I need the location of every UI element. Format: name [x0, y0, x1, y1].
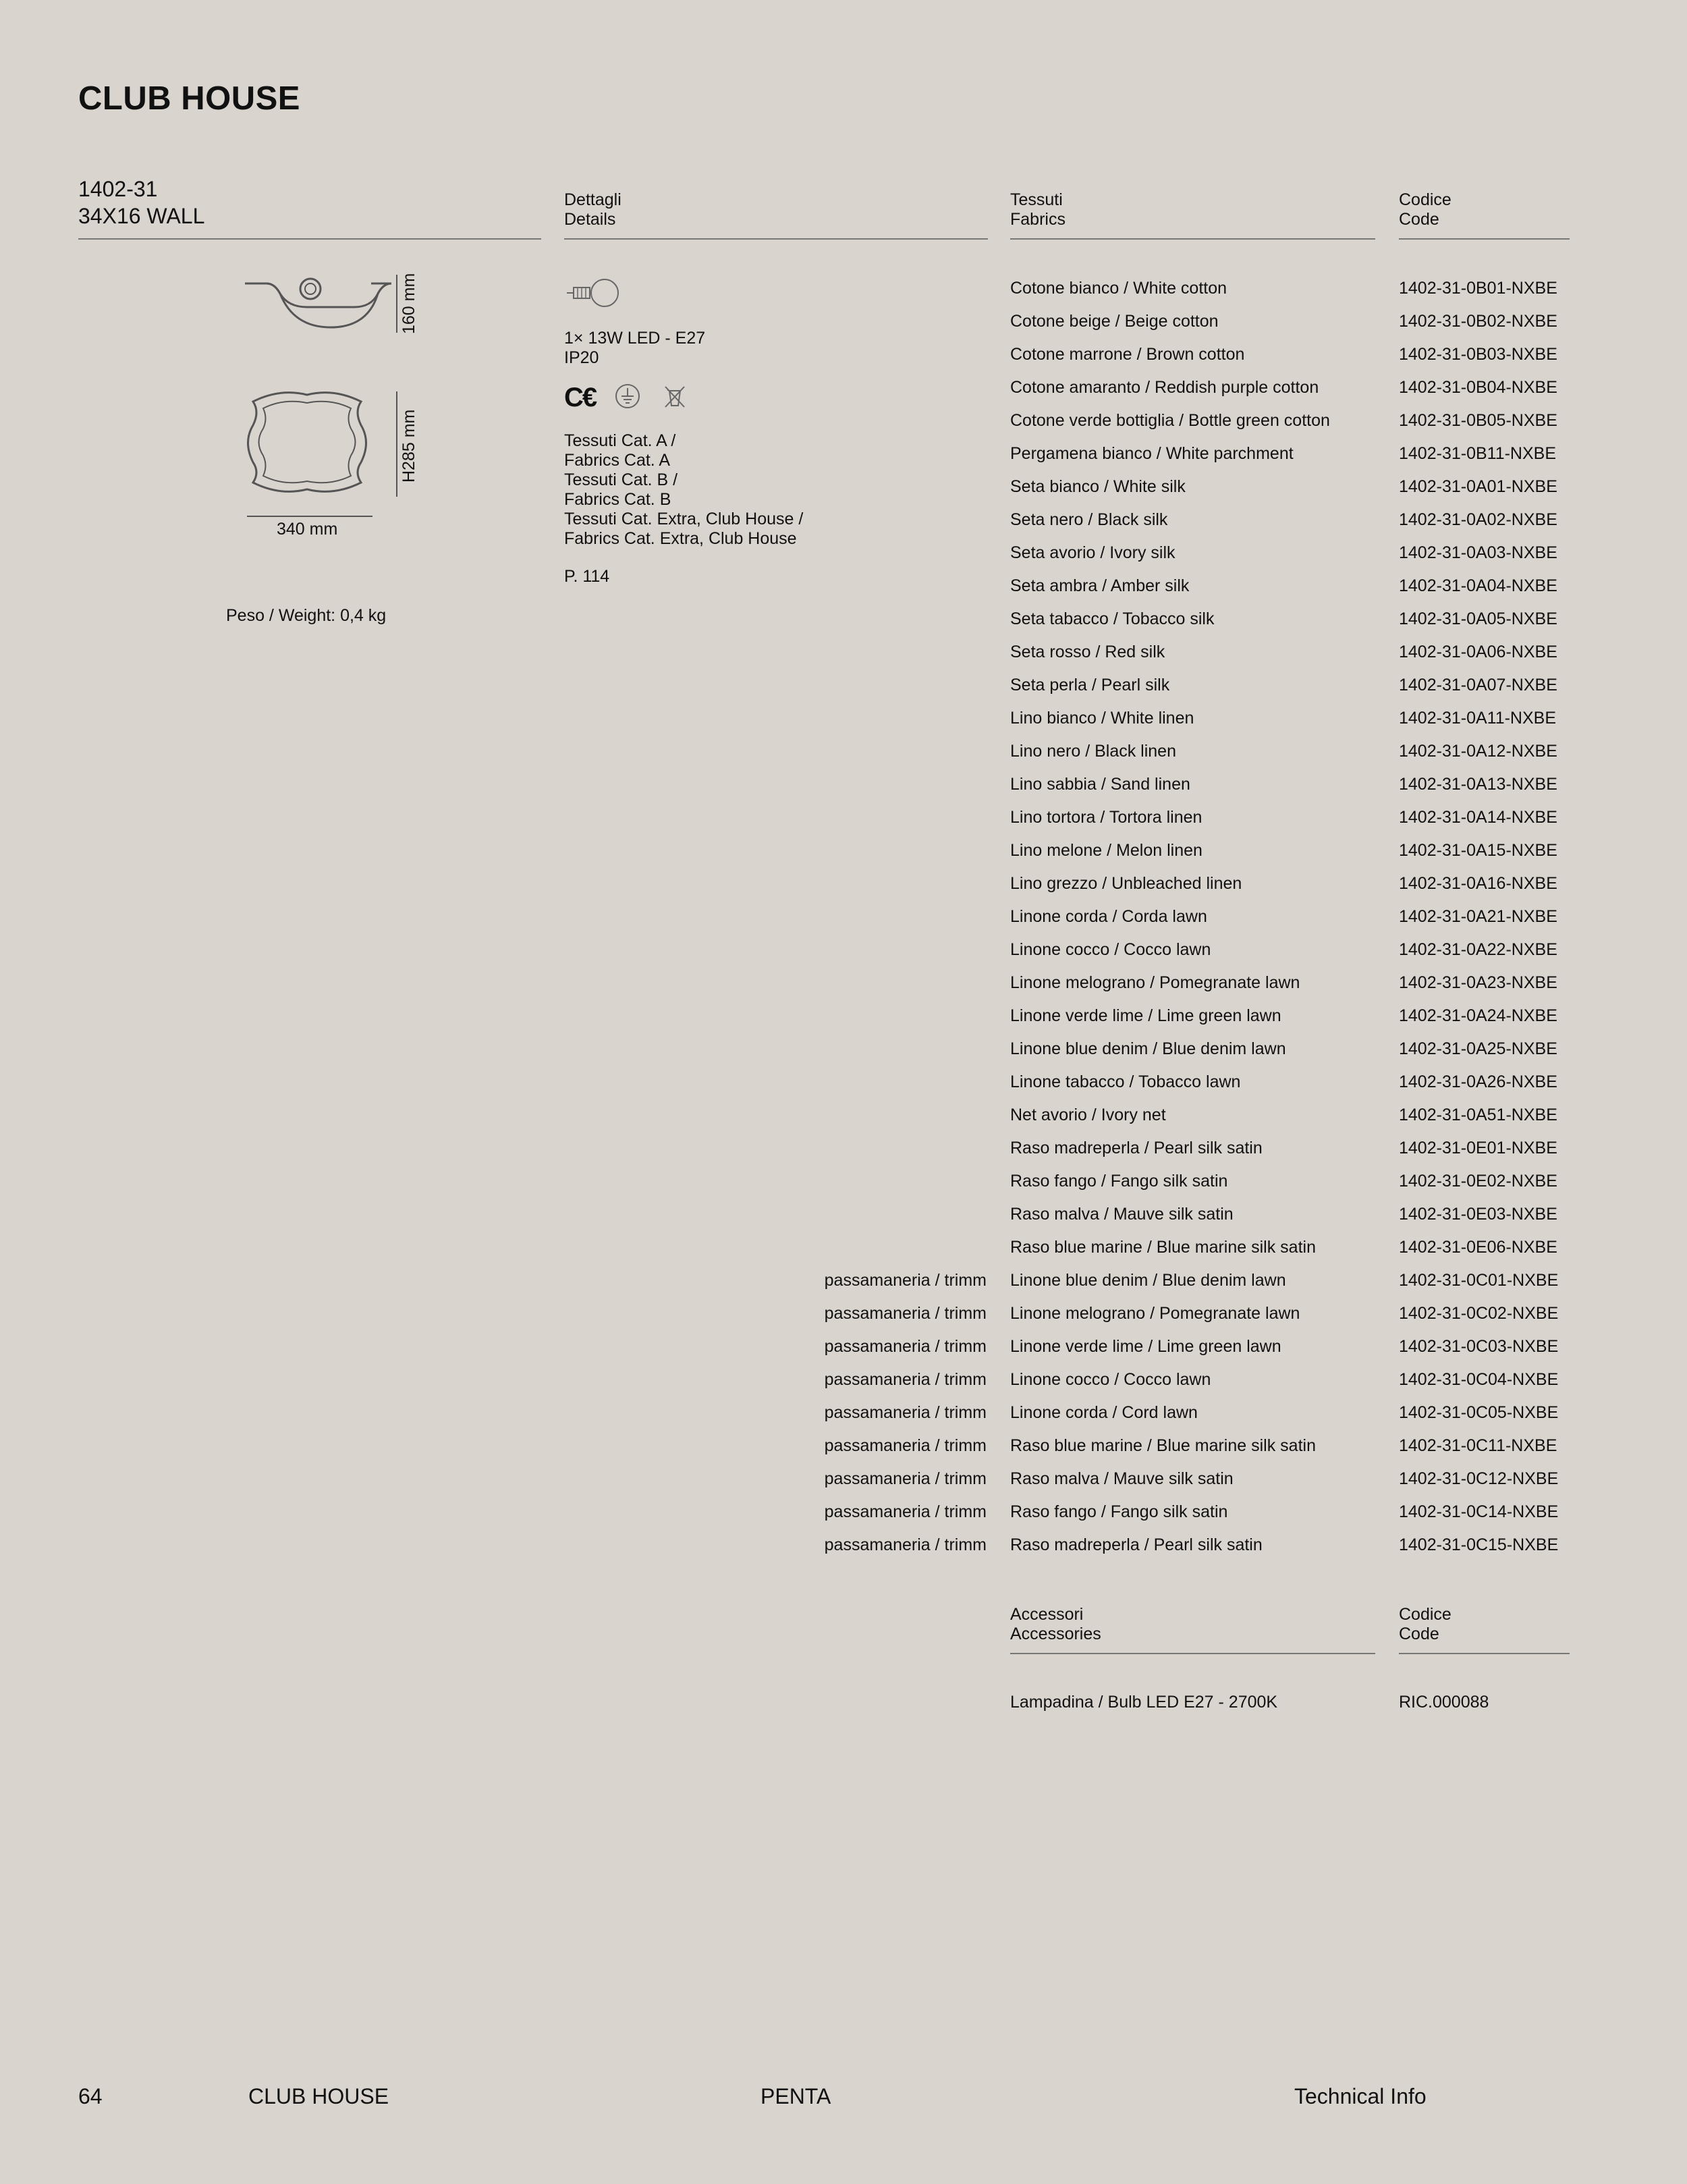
accessories-code-header-it: Codice	[1399, 1605, 1451, 1624]
fabric-name: Cotone verde bottiglia / Bottle green cotton	[1010, 411, 1330, 430]
height-label: H285 mm	[399, 409, 418, 483]
fabric-code: 1402-31-0C01-NXBE	[1399, 1271, 1559, 1290]
fabric-code: 1402-31-0A12-NXBE	[1399, 742, 1557, 761]
front-view-drawing	[240, 388, 375, 496]
fabric-name: Linone melograno / Pomegranate lawn	[1010, 1304, 1300, 1323]
accessories-code-divider	[1399, 1653, 1570, 1654]
fabric-name: Raso blue marine / Blue marine silk satin	[1010, 1436, 1316, 1455]
fabric-code: 1402-31-0A21-NXBE	[1399, 907, 1557, 926]
accessories-code-header-en: Code	[1399, 1625, 1439, 1643]
fabric-code: 1402-31-0A51-NXBE	[1399, 1105, 1557, 1124]
height-top-label: 160 mm	[399, 273, 418, 334]
fabric-name: Linone verde lime / Lime green lawn	[1010, 1006, 1281, 1025]
weight-label: Peso / Weight: 0,4 kg	[226, 606, 387, 625]
fabric-code: 1402-31-0B04-NXBE	[1399, 378, 1557, 397]
footer-brand: PENTA	[760, 2084, 831, 2108]
footer-info: Technical Info	[1294, 2084, 1427, 2108]
code-header-it: Codice	[1399, 190, 1451, 209]
fabric-trim-label: passamaneria / trimm	[824, 1304, 987, 1323]
fabric-name: Lino nero / Black linen	[1010, 742, 1176, 761]
fabric-name: Linone corda / Cord lawn	[1010, 1403, 1198, 1422]
fabric-code: 1402-31-0B11-NXBE	[1399, 444, 1557, 463]
fabric-code: 1402-31-0B02-NXBE	[1399, 312, 1557, 331]
code-header-en: Code	[1399, 210, 1439, 229]
fabric-code: 1402-31-0A22-NXBE	[1399, 940, 1557, 959]
product-code: 1402-31	[78, 177, 158, 201]
code-divider	[1399, 238, 1570, 240]
fabric-cat-line: Fabrics Cat. A	[564, 451, 670, 470]
fabric-code: 1402-31-0C03-NXBE	[1399, 1337, 1559, 1356]
fabric-trim-label: passamaneria / trimm	[824, 1403, 987, 1422]
fabric-code: 1402-31-0C02-NXBE	[1399, 1304, 1559, 1323]
fabric-name: Raso fango / Fango silk satin	[1010, 1172, 1228, 1191]
fabric-code: 1402-31-0A01-NXBE	[1399, 477, 1557, 496]
footer-section: CLUB HOUSE	[248, 2084, 389, 2108]
bulb-icon	[564, 275, 622, 310]
fabric-code: 1402-31-0C12-NXBE	[1399, 1469, 1559, 1488]
fabric-name: Net avorio / Ivory net	[1010, 1105, 1166, 1124]
fabric-name: Seta nero / Black silk	[1010, 510, 1168, 529]
fabrics-divider	[1010, 238, 1375, 240]
lamp-spec: 1× 13W LED - E27	[564, 329, 706, 348]
fabric-name: Pergamena bianco / White parchment	[1010, 444, 1294, 463]
code-header	[1399, 190, 1451, 229]
fabric-code: 1402-31-0A25-NXBE	[1399, 1039, 1557, 1058]
fabric-code: 1402-31-0E03-NXBE	[1399, 1205, 1557, 1224]
fabric-name: Seta avorio / Ivory silk	[1010, 543, 1176, 562]
fabric-trim-label: passamaneria / trimm	[824, 1370, 987, 1389]
fabric-trim-label: passamaneria / trimm	[824, 1436, 987, 1455]
fabric-cat-line: Fabrics Cat. Extra, Club House	[564, 529, 797, 548]
fabric-name: Cotone marrone / Brown cotton	[1010, 345, 1245, 364]
fabric-code: 1402-31-0E06-NXBE	[1399, 1238, 1557, 1257]
fabric-code: 1402-31-0A14-NXBE	[1399, 808, 1557, 827]
product-name: 34X16 WALL	[78, 204, 205, 228]
fabrics-header-it: Tessuti	[1010, 190, 1063, 209]
width-label: 340 mm	[277, 520, 338, 539]
fabric-name: Raso madreperla / Pearl silk satin	[1010, 1535, 1263, 1554]
fabric-code: 1402-31-0B05-NXBE	[1399, 411, 1557, 430]
fabric-name: Lino sabbia / Sand linen	[1010, 775, 1190, 794]
accessories-divider	[1010, 1653, 1375, 1654]
fabric-name: Seta rosso / Red silk	[1010, 643, 1165, 661]
fabric-code: 1402-31-0A13-NXBE	[1399, 775, 1557, 794]
fabric-name: Seta bianco / White silk	[1010, 477, 1186, 496]
accessories-header-it: Accessori	[1010, 1605, 1084, 1624]
fabric-name: Cotone amaranto / Reddish purple cotton	[1010, 378, 1319, 397]
fabric-code: 1402-31-0E01-NXBE	[1399, 1139, 1557, 1157]
fabric-categories	[564, 431, 803, 549]
fabric-name: Lino grezzo / Unbleached linen	[1010, 874, 1242, 893]
fabric-name: Raso blue marine / Blue marine silk satin	[1010, 1238, 1316, 1257]
fabric-name: Raso malva / Mauve silk satin	[1010, 1205, 1234, 1224]
fabric-trim-label: passamaneria / trimm	[824, 1535, 987, 1554]
fabric-code: 1402-31-0C05-NXBE	[1399, 1403, 1559, 1422]
fabric-trim-label: passamaneria / trimm	[824, 1271, 987, 1290]
fabric-code: 1402-31-0A05-NXBE	[1399, 609, 1557, 628]
fabric-name: Lino melone / Melon linen	[1010, 841, 1202, 860]
details-header	[564, 190, 621, 229]
fabric-code: 1402-31-0A26-NXBE	[1399, 1072, 1557, 1091]
fabric-code: 1402-31-0C04-NXBE	[1399, 1370, 1559, 1389]
weee-bin-icon	[661, 383, 688, 410]
fabric-name: Seta ambra / Amber silk	[1010, 576, 1190, 595]
accessories-header	[1010, 1605, 1101, 1644]
fabric-code: 1402-31-0A11-NXBE	[1399, 709, 1557, 728]
fabric-trim-label: passamaneria / trimm	[824, 1469, 987, 1488]
fabric-name: Lino tortora / Tortora linen	[1010, 808, 1202, 827]
fabric-name: Lino bianco / White linen	[1010, 709, 1194, 728]
accessory-name: Lampadina / Bulb LED E27 - 2700K	[1010, 1693, 1278, 1712]
fabric-code: 1402-31-0A03-NXBE	[1399, 543, 1557, 562]
product-divider	[78, 238, 541, 240]
fabric-cat-line: Tessuti Cat. B /	[564, 470, 678, 489]
fabric-trim-label: passamaneria / trimm	[824, 1337, 987, 1356]
fabric-cat-line: Tessuti Cat. A /	[564, 431, 676, 450]
fabric-name: Linone cocco / Cocco lawn	[1010, 940, 1211, 959]
accessories-code-header	[1399, 1605, 1451, 1644]
fabric-name: Raso madreperla / Pearl silk satin	[1010, 1139, 1263, 1157]
fabric-code: 1402-31-0A15-NXBE	[1399, 841, 1557, 860]
details-header-en: Details	[564, 210, 616, 229]
fabric-name: Raso malva / Mauve silk satin	[1010, 1469, 1234, 1488]
fabric-code: 1402-31-0A16-NXBE	[1399, 874, 1557, 893]
fabric-code: 1402-31-0A24-NXBE	[1399, 1006, 1557, 1025]
fabrics-header-en: Fabrics	[1010, 210, 1066, 229]
fabric-name: Seta perla / Pearl silk	[1010, 676, 1170, 694]
fabric-name: Linone verde lime / Lime green lawn	[1010, 1337, 1281, 1356]
fabric-name: Linone blue denim / Blue denim lawn	[1010, 1039, 1286, 1058]
fabric-code: 1402-31-0C11-NXBE	[1399, 1436, 1557, 1455]
fabric-name: Linone corda / Corda lawn	[1010, 907, 1207, 926]
fabric-cat-line: Fabrics Cat. B	[564, 490, 671, 509]
fabric-name: Linone cocco / Cocco lawn	[1010, 1370, 1211, 1389]
fabric-name: Linone tabacco / Tobacco lawn	[1010, 1072, 1241, 1091]
fabric-name: Cotone bianco / White cotton	[1010, 279, 1227, 298]
fabric-code: 1402-31-0A06-NXBE	[1399, 643, 1557, 661]
fabric-code: 1402-31-0C15-NXBE	[1399, 1535, 1559, 1554]
fabric-name: Linone blue denim / Blue denim lawn	[1010, 1271, 1286, 1290]
fabric-code: 1402-31-0B01-NXBE	[1399, 279, 1557, 298]
earth-ground-icon	[614, 383, 641, 410]
fabric-code: 1402-31-0C14-NXBE	[1399, 1502, 1559, 1521]
fabric-code: 1402-31-0A23-NXBE	[1399, 973, 1557, 992]
fabric-code: 1402-31-0A02-NXBE	[1399, 510, 1557, 529]
ip-rating: IP20	[564, 348, 599, 367]
fabric-name: Raso fango / Fango silk satin	[1010, 1502, 1228, 1521]
fabric-name: Seta tabacco / Tobacco silk	[1010, 609, 1215, 628]
fabric-cat-line: Tessuti Cat. Extra, Club House /	[564, 510, 804, 528]
fabric-name: Linone melograno / Pomegranate lawn	[1010, 973, 1300, 992]
page-reference: P. 114	[564, 567, 610, 586]
fabric-code: 1402-31-0A07-NXBE	[1399, 676, 1557, 694]
details-divider	[564, 238, 988, 240]
fabric-code: 1402-31-0B03-NXBE	[1399, 345, 1557, 364]
page-title: CLUB HOUSE	[78, 80, 300, 117]
details-header-it: Dettagli	[564, 190, 621, 209]
fabric-code: 1402-31-0A04-NXBE	[1399, 576, 1557, 595]
ce-mark-icon: C€	[564, 383, 597, 412]
accessory-code: RIC.000088	[1399, 1693, 1489, 1712]
fabrics-header	[1010, 190, 1066, 229]
fabric-name: Cotone beige / Beige cotton	[1010, 312, 1219, 331]
accessories-header-en: Accessories	[1010, 1625, 1101, 1643]
fabric-code: 1402-31-0E02-NXBE	[1399, 1172, 1557, 1191]
fabric-trim-label: passamaneria / trimm	[824, 1502, 987, 1521]
footer-page-number: 64	[78, 2084, 103, 2108]
